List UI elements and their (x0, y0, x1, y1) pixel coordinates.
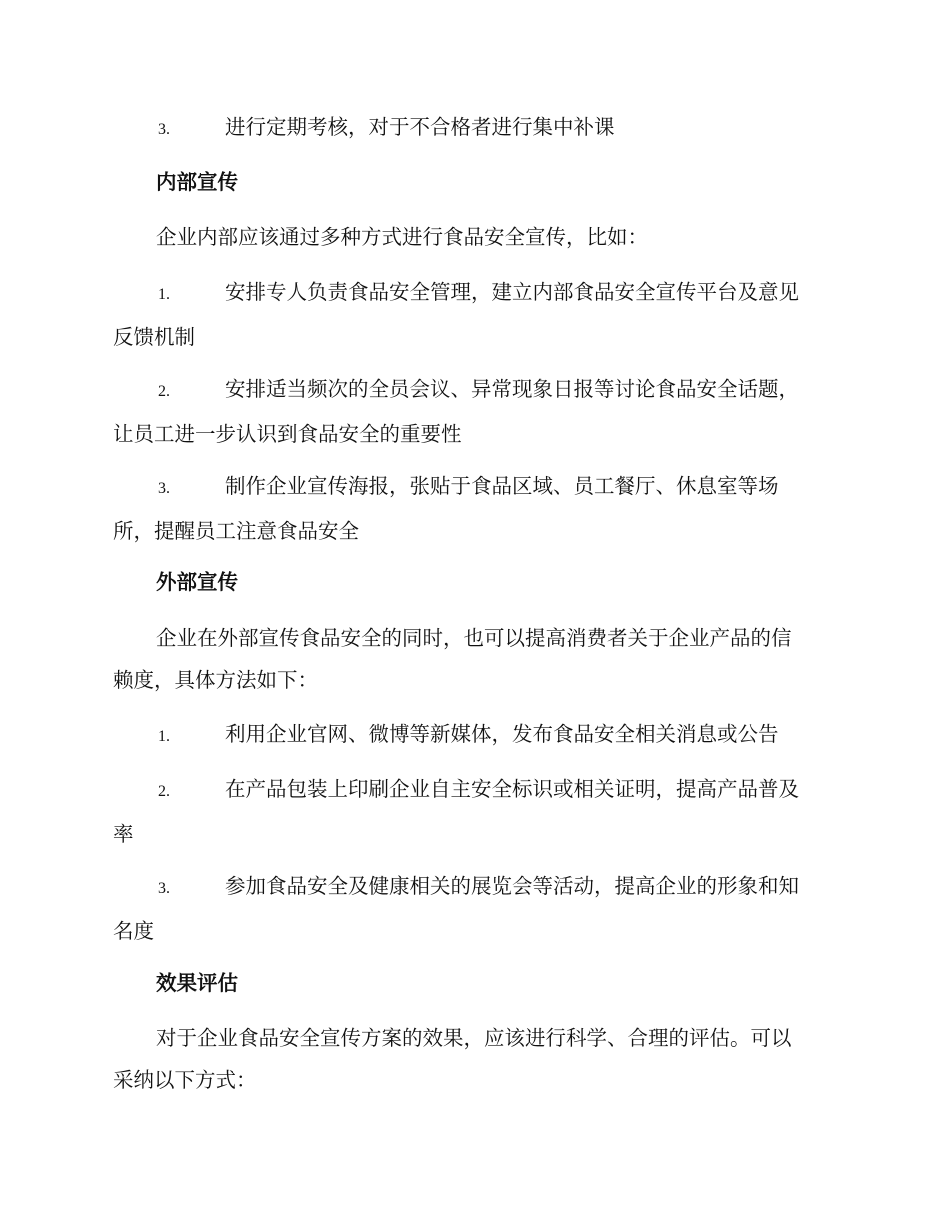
list-number: 1. (158, 728, 170, 745)
list-text-continuation: 率 (113, 822, 134, 846)
list-item-first-line (113, 271, 835, 316)
section-heading-external: 外部宣传 (156, 570, 238, 594)
list-item-first-line (113, 368, 835, 413)
list-text: 利用企业官网、微博等新媒体，发布食品安全相关消息或公告 (225, 722, 779, 746)
list-item-first-line (113, 106, 835, 151)
section-heading-internal: 内部宣传 (156, 170, 238, 194)
list-text: 制作企业宣传海报，张贴于食品区域、员工餐厅、休息室等场 (225, 474, 779, 498)
external-list-item-3 (113, 865, 835, 952)
paragraph-text: 企业在外部宣传食品安全的同时，也可以提高消费者关于企业产品的信 (156, 626, 792, 650)
list-text-continuation: 所，提醒员工注意食品安全 (113, 519, 359, 543)
list-text: 在产品包装上印刷企业自主安全标识或相关证明，提高产品普及 (225, 777, 799, 801)
list-number: 1. (158, 286, 170, 303)
list-text: 进行定期考核，对于不合格者进行集中补课 (225, 115, 615, 139)
paragraph-text: 对于企业食品安全宣传方案的效果，应该进行科学、合理的评估。可以 (156, 1026, 792, 1050)
internal-list-item-1 (113, 271, 835, 358)
list-number: 2. (158, 783, 170, 800)
external-intro-paragraph (113, 617, 835, 701)
list-text-continuation: 让员工进一步认识到食品安全的重要性 (113, 422, 462, 446)
paragraph-text-continuation: 采纳以下方式： (113, 1068, 257, 1092)
list-text-continuation: 名度 (113, 919, 154, 943)
list-item-first-line (113, 768, 835, 813)
internal-list-item-3 (113, 465, 835, 552)
external-list-item-2 (113, 768, 835, 855)
list-number: 3. (158, 121, 170, 138)
training-list-item-3 (113, 106, 835, 151)
list-item-first-line (113, 865, 835, 910)
list-number: 3. (158, 880, 170, 897)
list-number: 2. (158, 383, 170, 400)
list-item-first-line (113, 465, 835, 510)
evaluation-intro-paragraph (113, 1017, 835, 1101)
list-number: 3. (158, 480, 170, 497)
paragraph-text: 企业内部应该通过多种方式进行食品安全宣传，比如： (156, 225, 648, 249)
list-text: 安排适当频次的全员会议、异常现象日报等讨论食品安全话题， (225, 377, 799, 401)
external-list-item-1 (113, 713, 835, 758)
list-text: 参加食品安全及健康相关的展览会等活动，提高企业的形象和知 (225, 874, 799, 898)
list-text: 安排专人负责食品安全管理，建立内部食品安全宣传平台及意见 (225, 280, 799, 304)
paragraph-text-continuation: 赖度，具体方法如下： (113, 668, 318, 692)
internal-intro-paragraph (113, 216, 835, 258)
list-text-continuation: 反馈机制 (113, 325, 195, 349)
internal-list-item-2 (113, 368, 835, 455)
section-heading-evaluation: 效果评估 (156, 971, 238, 995)
list-item-first-line (113, 713, 835, 758)
